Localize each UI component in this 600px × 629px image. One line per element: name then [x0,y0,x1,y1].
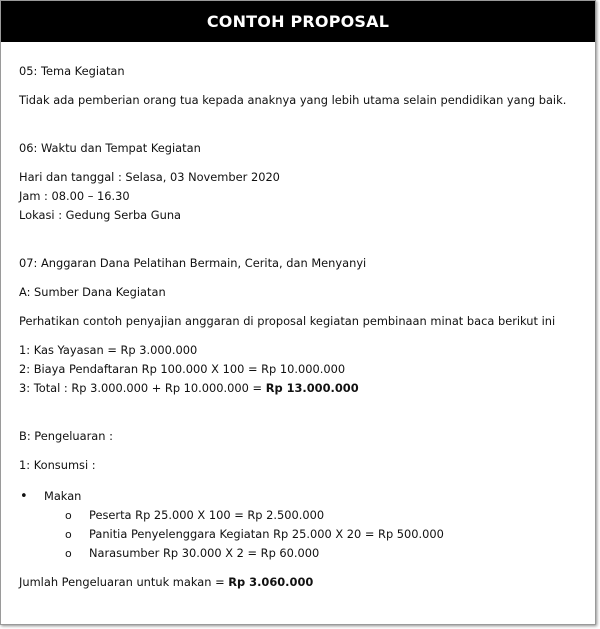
document-header [1,1,595,42]
sub-item-committee: Panitia Penyelenggara Kegiatan Rp 25.000 X 20 = Rp 500.000 [89,527,444,541]
circle-bullet-icon: o [65,547,72,560]
event-time: Jam : 08.00 – 16.30 [19,189,130,203]
budget-total-value: Rp 13.000.000 [265,381,359,395]
document-content [1,42,595,592]
food-bullet-item [19,487,595,506]
section-06-heading: 06: Waktu dan Tempat Kegiatan [19,141,201,155]
circle-bullet-icon: o [65,528,72,541]
food-label: Makan [44,489,82,503]
budget-item-1: 1: Kas Yayasan = Rp 3.000.000 [19,343,198,357]
budget-intro: Perhatikan contoh penyajian anggaran di proposal kegiatan pembinaan minat baca berikut ini [19,314,556,328]
section-05-heading: 05: Tema Kegiatan [19,64,125,78]
food-total-value: Rp 3.060.000 [228,575,314,589]
consumption-heading: 1: Konsumsi : [19,458,96,472]
food-sub-list [65,506,595,563]
food-expense-total [19,573,595,592]
food-total-prefix: Jumlah Pengeluaran untuk makan = [19,575,229,589]
budget-item-3 [19,379,595,398]
event-location: Lokasi : Gedung Serba Guna [19,208,182,222]
event-date: Hari dan tanggal : Selasa, 03 November 2020 [19,170,280,184]
document-title: CONTOH PROPOSAL [206,12,390,31]
budget-item-2: 2: Biaya Pendaftaran Rp 100.000 X 100 = Rp 10.000.000 [19,362,346,376]
sub-item-speaker: Narasumber Rp 30.000 X 2 = Rp 60.000 [89,546,320,560]
budget-total-prefix: 3: Total : Rp 3.000.000 + Rp 10.000.000 = [19,381,266,395]
circle-bullet-icon: o [65,509,72,522]
bullet-icon: • [20,489,28,504]
sub-item-participants: Peserta Rp 25.000 X 100 = Rp 2.500.000 [89,508,325,522]
expenses-heading: B: Pengeluaran : [19,429,113,443]
sub-list-item [65,544,595,563]
sub-list-item [65,525,595,544]
sub-list-item [65,506,595,525]
section-07-heading: 07: Anggaran Dana Pelatihan Bermain, Cerita, dan Menyanyi [19,256,367,270]
funding-source-heading: A: Sumber Dana Kegiatan [19,285,166,299]
section-05-body: Tidak ada pemberian orang tua kepada anaknya yang lebih utama selain pendidikan yang baik. [19,93,567,107]
